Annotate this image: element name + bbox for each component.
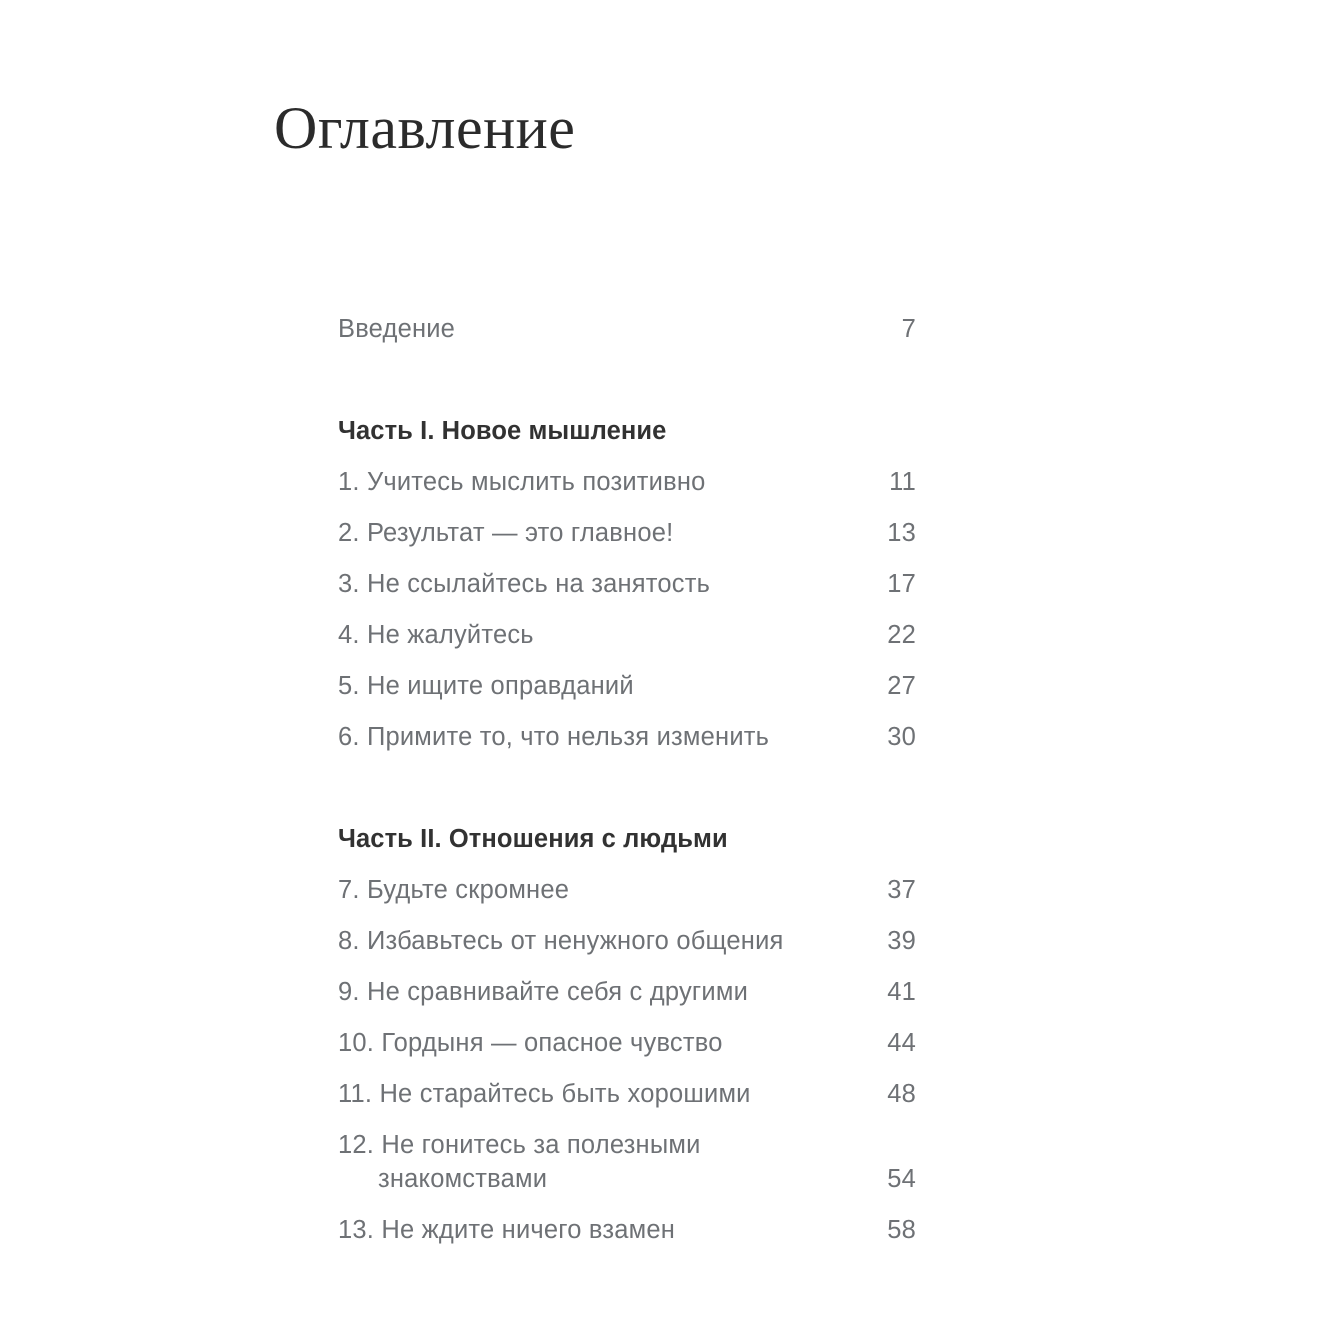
- toc-entry-label: 4. Не жалуйтесь: [338, 621, 534, 649]
- toc-entry-page-number: 27: [887, 672, 916, 700]
- toc-entry-label: 10. Гордыня — опасное чувство: [338, 1029, 723, 1057]
- section-spacer: [338, 754, 916, 822]
- toc-entry-label: 9. Не сравнивайте себя с другими: [338, 978, 749, 1006]
- toc-entry-label: 6. Примите то, что нельзя изменить: [338, 723, 770, 751]
- toc-entry-label: 13. Не ждите ничего взамен: [338, 1216, 675, 1244]
- heading-spacer: [338, 856, 916, 873]
- toc-entry-label: 7. Будьте скромнее: [338, 876, 570, 904]
- toc-entry-page-number: 30: [887, 723, 916, 751]
- toc-entry-line-2: [338, 1162, 916, 1196]
- toc-entry-label: Введение: [338, 315, 456, 343]
- toc-entry-12[interactable]: [338, 1128, 916, 1196]
- toc-entry-1[interactable]: [338, 465, 916, 499]
- toc-entry-5[interactable]: [338, 669, 916, 703]
- toc-entry-page-number: 58: [887, 1216, 916, 1244]
- heading-spacer: [338, 448, 916, 465]
- toc-entry-line-1: [338, 1128, 916, 1162]
- toc-part-2: [338, 822, 916, 1247]
- toc-entry-page-number: 7: [901, 315, 916, 343]
- toc-entry-label: 5. Не ищите оправданий: [338, 672, 634, 700]
- toc-entry-4[interactable]: [338, 618, 916, 652]
- toc-entry-introduction[interactable]: [338, 312, 916, 346]
- toc-entry-label: 8. Избавьтесь от ненужного общения: [338, 927, 784, 955]
- section-spacer: [338, 346, 916, 414]
- toc-entry-label: 12. Не гонитесь за полезными: [338, 1131, 701, 1159]
- toc-entry-10[interactable]: [338, 1026, 916, 1060]
- table-of-contents: [338, 312, 916, 1247]
- toc-entry-8[interactable]: [338, 924, 916, 958]
- toc-entry-page-number: 11: [889, 468, 916, 496]
- toc-entry-13[interactable]: [338, 1213, 916, 1247]
- toc-entry-7[interactable]: [338, 873, 916, 907]
- toc-entry-11[interactable]: [338, 1077, 916, 1111]
- toc-entry-6[interactable]: [338, 720, 916, 754]
- toc-entry-page-number: 22: [887, 621, 916, 649]
- toc-entry-page-number: 54: [887, 1165, 916, 1193]
- page-title: Оглавление: [274, 95, 576, 162]
- toc-part-1: [338, 414, 916, 754]
- toc-entry-page-number: 48: [887, 1080, 916, 1108]
- toc-entry-label: 2. Результат — это главное!: [338, 519, 674, 547]
- toc-entry-page-number: 17: [887, 570, 916, 598]
- toc-entry-9[interactable]: [338, 975, 916, 1009]
- toc-entry-label: 1. Учитесь мыслить позитивно: [338, 468, 706, 496]
- toc-entry-page-number: 44: [887, 1029, 916, 1057]
- toc-entry-label-continued: знакомствами: [378, 1165, 548, 1193]
- toc-entry-label: 11. Не старайтесь быть хорошими: [338, 1080, 751, 1108]
- toc-part-heading: Часть I. Новое мышление: [338, 417, 667, 445]
- toc-entry-3[interactable]: [338, 567, 916, 601]
- toc-entry-label: 3. Не ссылайтесь на занятость: [338, 570, 711, 598]
- toc-entry-page-number: 41: [887, 978, 916, 1006]
- toc-part-heading: Часть II. Отношения с людьми: [338, 825, 728, 853]
- toc-entry-page-number: 37: [887, 876, 916, 904]
- toc-entry-page-number: 13: [887, 519, 916, 547]
- toc-entry-page-number: 39: [887, 927, 916, 955]
- toc-entry-2[interactable]: [338, 516, 916, 550]
